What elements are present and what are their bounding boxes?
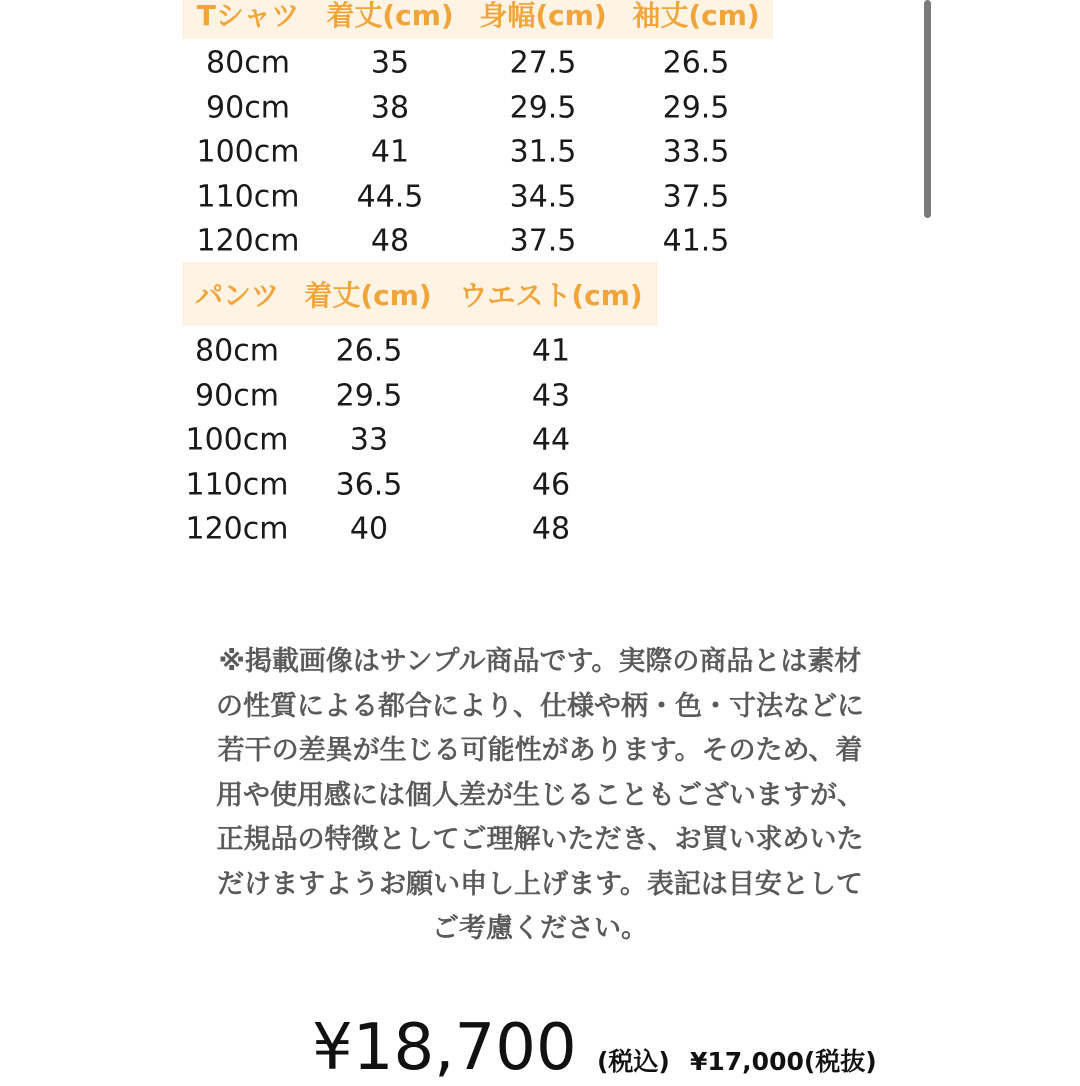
product-notice bbox=[180, 640, 900, 952]
size-label-cell: 110cm bbox=[185, 467, 289, 502]
measurement-cell: 29.5 bbox=[335, 378, 403, 413]
measurement-cell: 27.5 bbox=[509, 45, 577, 81]
measurement-cell: 26.5 bbox=[662, 45, 730, 81]
measurement-cell: 33 bbox=[349, 422, 389, 458]
price-tax-excluded: ¥17,000(税抜) bbox=[690, 1047, 877, 1076]
measurement-cell: 46 bbox=[531, 467, 571, 502]
header-cell: Tシャツ bbox=[196, 0, 300, 32]
header-cell: 着丈(cm) bbox=[304, 279, 432, 312]
measurement-cell: 40 bbox=[349, 511, 389, 547]
price-tax-included-label: (税込) bbox=[597, 1047, 670, 1076]
notice-line: だけますようお願い申し上げます。表記は目安として bbox=[217, 868, 863, 900]
notice-line: の性質による都合により、仕様や柄・色・寸法などに bbox=[216, 690, 864, 722]
notice-line: 用や使用感には個人差が生じることもございますが、 bbox=[216, 779, 864, 811]
measurement-cell: 41.5 bbox=[662, 223, 730, 259]
measurement-cell: 44 bbox=[531, 422, 571, 458]
scrollbar-thumb[interactable] bbox=[924, 0, 931, 218]
measurement-cell: 26.5 bbox=[335, 333, 403, 369]
header-cell: パンツ bbox=[194, 279, 280, 312]
size-label-cell: 100cm bbox=[196, 134, 300, 170]
notice-line: 若干の差異が生じる可能性があります。そのため、着 bbox=[217, 735, 863, 766]
measurement-cell: 34.5 bbox=[509, 179, 577, 214]
measurement-cell: 43 bbox=[531, 378, 571, 413]
header-cell: 袖丈(cm) bbox=[632, 0, 760, 32]
size-label-cell: 80cm bbox=[206, 45, 290, 81]
measurement-cell: 29.5 bbox=[662, 90, 730, 125]
size-label-cell: 90cm bbox=[195, 378, 279, 413]
measurement-cell: 35 bbox=[370, 45, 410, 81]
header-cell: 身幅(cm) bbox=[479, 0, 607, 32]
size-label-cell: 100cm bbox=[185, 422, 289, 458]
measurement-cell: 44.5 bbox=[356, 179, 424, 214]
price-tax-included: ¥18,700 bbox=[312, 1011, 577, 1085]
size-label-cell: 120cm bbox=[185, 511, 289, 547]
size-label-cell: 120cm bbox=[196, 223, 300, 259]
measurement-cell: 48 bbox=[531, 511, 571, 547]
tshirt-table-header bbox=[182, 0, 773, 39]
measurement-cell: 31.5 bbox=[509, 134, 577, 170]
size-label-cell: 110cm bbox=[196, 179, 300, 214]
notice-line: 正規品の特徴としてご理解いただき、お買い求めいた bbox=[216, 824, 864, 855]
pants-table-header bbox=[182, 262, 658, 326]
header-cell: 着丈(cm) bbox=[326, 0, 454, 32]
measurement-cell: 37.5 bbox=[509, 223, 577, 259]
size-label-cell: 80cm bbox=[195, 333, 279, 369]
notice-line: ※掲載画像はサンプル商品です。実際の商品とは素材 bbox=[218, 646, 862, 677]
notice-line: ご考慮ください。 bbox=[432, 913, 648, 944]
header-cell: ウエスト(cm) bbox=[459, 279, 643, 312]
size-label-cell: 90cm bbox=[206, 90, 290, 125]
measurement-cell: 41 bbox=[531, 333, 571, 369]
measurement-cell: 33.5 bbox=[662, 134, 730, 170]
measurement-cell: 48 bbox=[370, 223, 410, 259]
measurement-cell: 37.5 bbox=[662, 179, 730, 214]
measurement-cell: 29.5 bbox=[509, 90, 577, 125]
measurement-cell: 38 bbox=[370, 90, 410, 125]
measurement-cell: 36.5 bbox=[335, 467, 403, 502]
measurement-cell: 41 bbox=[370, 134, 410, 170]
